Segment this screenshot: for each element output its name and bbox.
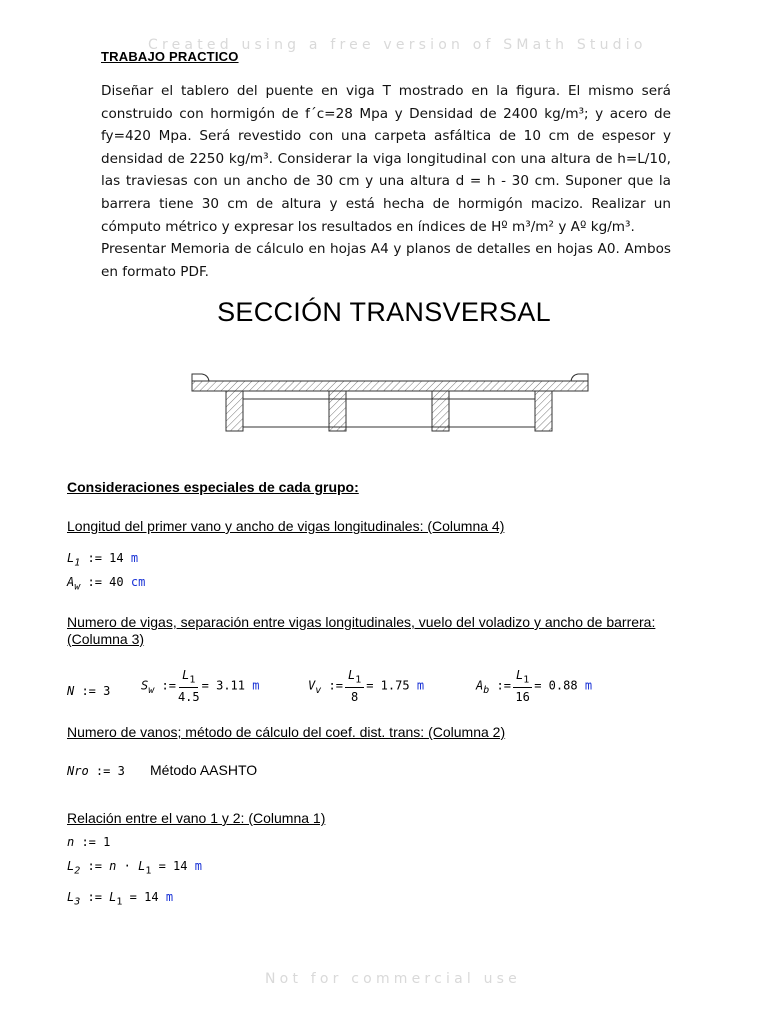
beam-4 (535, 391, 552, 431)
beam-1 (226, 391, 243, 431)
deck-slab (192, 381, 588, 391)
cross-section-drawing (190, 372, 590, 434)
eq-Vv: $V_v$ := $\frac{L_1}{8}$ = 1.75 m (308, 668, 425, 705)
eq-Sw: $S_w$ := $\frac{L_1}{4.5}$ = 3.11 m (141, 668, 260, 705)
barrier-left (192, 374, 209, 381)
method-text: Método AASHTO (150, 762, 258, 778)
heading-column-3: Numero de vigas, separación entre vigas longitudinales, vuelo del voladizo y ancho de barrera: (Columna 3) (67, 614, 656, 647)
eq-L1: $L_1$ := 14 m (67, 551, 139, 569)
section-title: SECCIÓN TRANSVERSAL (217, 297, 551, 327)
heading-column-4: Longitud del primer vano y ancho de vigas longitudinales: (Columna 4) (67, 518, 505, 534)
barrier-right (571, 374, 588, 381)
heading-column-2: Numero de vanos; método de cálculo del coef. dist. trans: (Columna 2) (67, 724, 506, 740)
special-considerations-heading: Consideraciones especiales de cada grupo: (67, 479, 359, 495)
eq-Ab: $A_b$ := $\frac{L_1}{16}$ = 0.88 m (476, 668, 593, 705)
eq-L2: $L_2$ := $n \cdot L_1 = 14$ m (67, 859, 202, 877)
eq-L3: $L_3$ := $L_1 = 14$ m (67, 890, 174, 908)
heading-column-1: Relación entre el vano 1 y 2: (Columna 1) (67, 810, 326, 826)
eq-N: N := 3 (67, 684, 111, 698)
eq-n: n := 1 (67, 835, 111, 849)
eq-Nro: Nro := 3 (67, 764, 125, 778)
watermark-bottom: Not for commercial use (265, 971, 521, 987)
beam-3 (432, 391, 449, 431)
task-statement (101, 80, 671, 283)
task-paragraph-1: Diseñar el tablero del puente en viga T mostrado en la figura. El mismo será construido con hormigón de f´c=28 Mpa y Densidad de 2400 kg/m³; y acero de fy=420 Mpa. Será revestido con una carpeta asfáltica de 10 cm de espesor y densidad de 2250 kg/m³. Considerar la viga longitudinal con una altura de h=L/10, las traviesas con un ancho de 30 cm y una altura d = h - 30 cm. Suponer que la barrera tiene 30 cm de altura y está hecha de hormigón macizo. Realizar un cómputo métrico y expresar los resultados en índices de Hº m³/m² y Aº kg/m³. (101, 83, 671, 235)
eq-Aw: $A_w$ := 40 cm (67, 575, 146, 593)
task-paragraph-2: Presentar Memoria de cálculo en hojas A4 y planos de detalles en hojas A0. Ambos en formato PDF. (101, 241, 671, 280)
watermark-top: Created using a free version of SMath Studio (148, 37, 647, 53)
task-title: TRABAJO PRACTICO (101, 49, 239, 64)
beam-2 (329, 391, 346, 431)
